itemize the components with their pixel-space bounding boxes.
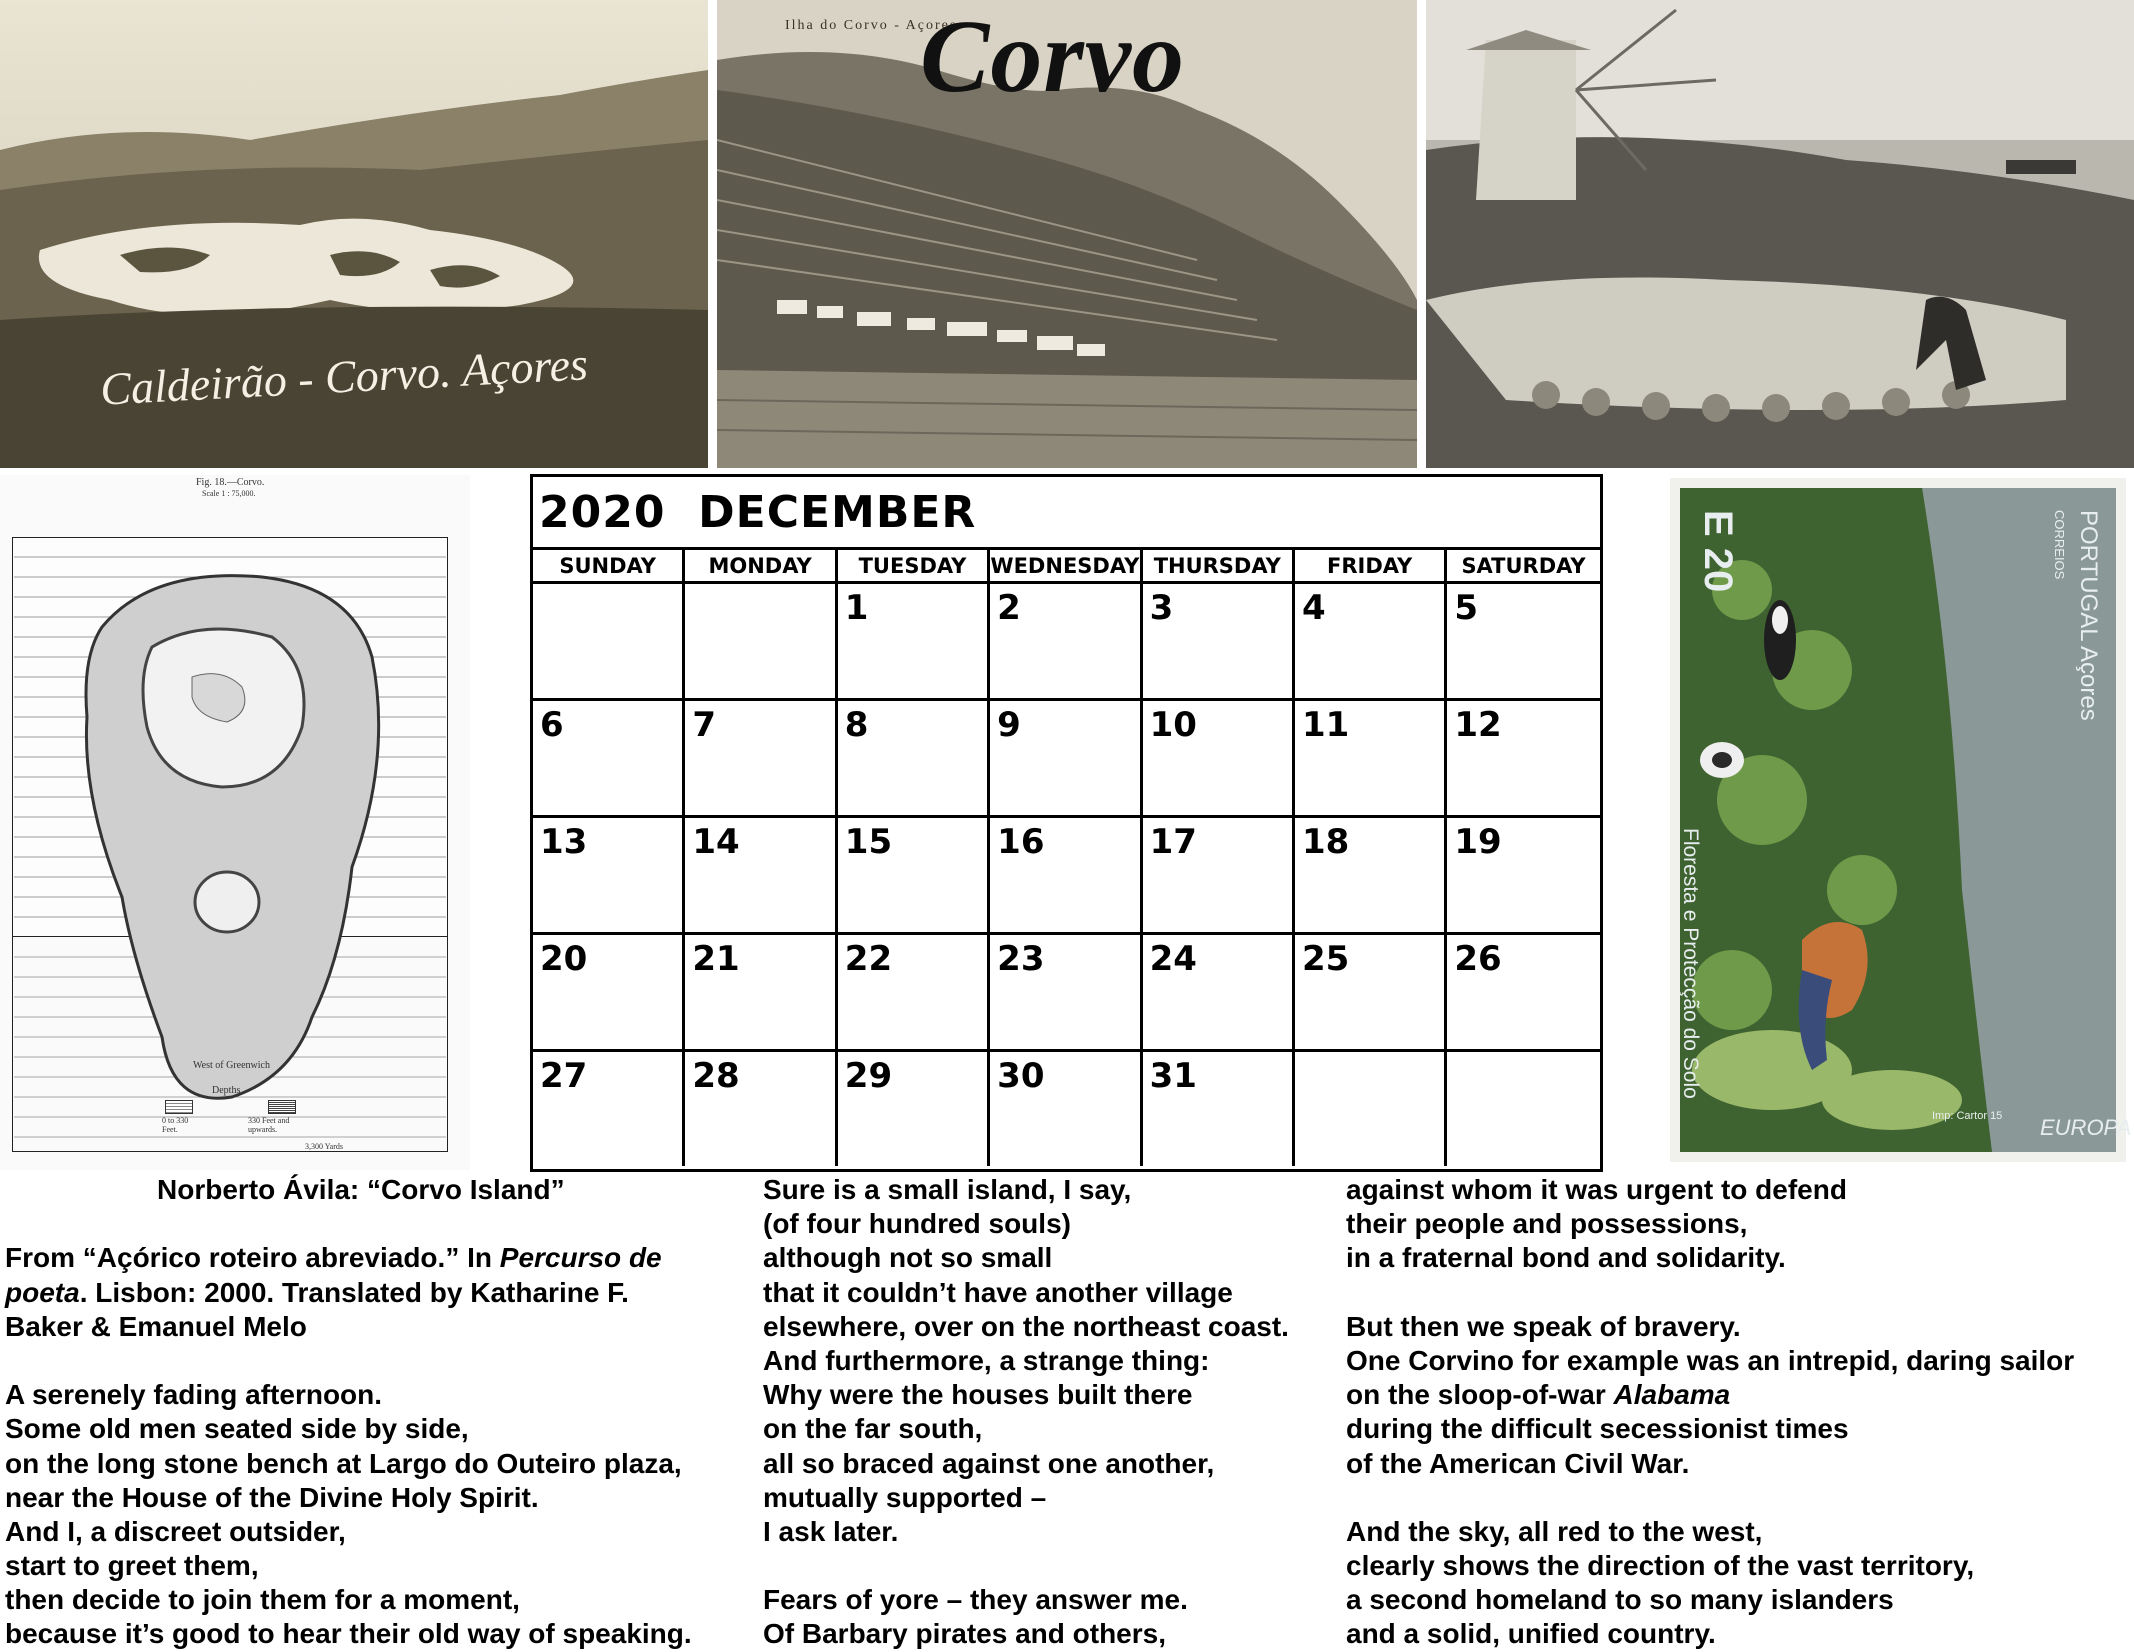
map-figure-label: Fig. 18.—Corvo.: [196, 477, 265, 488]
poem-line: in a fraternal bond and solidarity.: [1346, 1242, 1786, 1274]
poem-line: I ask later.: [763, 1515, 899, 1547]
poem-line: And furthermore, a strange thing:: [763, 1344, 1210, 1376]
poem-line: all so braced against one another,: [763, 1447, 1215, 1479]
weekday-header: TUESDAY: [838, 547, 990, 581]
poem-line: against whom it was urgent to defend: [1346, 1174, 1847, 1205]
day-cell: 18: [1295, 815, 1447, 932]
day-cell: 5: [1447, 581, 1599, 698]
day-cell: 30: [990, 1049, 1142, 1166]
weekday-header: THURSDAY: [1143, 547, 1295, 581]
poem-line: that it couldn’t have another village: [763, 1276, 1233, 1308]
source-line: From “Açórico roteiro abreviado.” In Percurso de: [5, 1242, 662, 1274]
poem-line: Some old men seated side by side,: [5, 1413, 469, 1445]
day-cell: 4: [1295, 581, 1447, 698]
day-cell: 22: [838, 932, 990, 1049]
day-cell: [1295, 1049, 1447, 1166]
poem-title: Norberto Ávila: “Corvo Island”: [157, 1174, 565, 1205]
poem-line: And the sky, all red to the west,: [1346, 1515, 1763, 1547]
poem-line: a second homeland to so many islanders: [1346, 1584, 1894, 1616]
poem-column-2: [763, 1173, 1289, 1652]
source-line: poeta. Lisbon: 2000. Translated by Katharine F.: [5, 1276, 629, 1308]
poem-line: And I, a discreet outsider,: [5, 1515, 346, 1547]
stamp-country: PORTUGAL Açores: [2075, 510, 2102, 721]
poem-line: because it’s good to hear their old way of speaking.: [5, 1618, 692, 1650]
day-cell: 15: [838, 815, 990, 932]
legend-shallow-label: 0 to 330 Feet.: [162, 1116, 189, 1134]
weekday-header: SATURDAY: [1447, 547, 1599, 581]
poem-line: (of four hundred souls): [763, 1208, 1071, 1240]
day-cell: 3: [1143, 581, 1295, 698]
legend-deep-label: 330 Feet and upwards.: [248, 1116, 290, 1134]
day-cell: 19: [1447, 815, 1599, 932]
day-cell: 24: [1143, 932, 1295, 1049]
day-cell: 14: [685, 815, 837, 932]
poem-line: Fears of yore – they answer me.: [763, 1584, 1188, 1616]
day-cell: 20: [533, 932, 685, 1049]
stamp-subject: Floresta e Protecção do Solo: [1679, 828, 1702, 1099]
day-cell: 31: [1143, 1049, 1295, 1166]
day-cell: 16: [990, 815, 1142, 932]
day-cell: 29: [838, 1049, 990, 1166]
map-longitude-label: West of Greenwich: [193, 1060, 270, 1071]
day-cell: 12: [1447, 698, 1599, 815]
map-scale-bar: 3,300 Yards: [305, 1142, 344, 1151]
weekday-header: WEDNESDAY: [990, 547, 1142, 581]
calendar-title: 2020 DECEMBER: [539, 487, 977, 538]
day-cell: 17: [1143, 815, 1295, 932]
photo-caption: Caldeirão - Corvo. Açores: [98, 338, 590, 415]
stamp-artist: Imp: Cartor 15: [1932, 1110, 2003, 1122]
poem-line: of the American Civil War.: [1346, 1447, 1690, 1479]
poem-line: and a solid, unified country.: [1346, 1618, 1716, 1650]
weekday-header: FRIDAY: [1295, 547, 1447, 581]
poem-line: on the sloop-of-war Alabama: [1346, 1379, 1731, 1411]
december-calendar: [530, 474, 1603, 1172]
stamp-value: E 20: [1696, 510, 1740, 593]
poem-column-3: [1346, 1173, 2074, 1652]
page-title: Corvo: [920, 0, 1185, 114]
day-cell: 13: [533, 815, 685, 932]
day-cell: 9: [990, 698, 1142, 815]
poem-line: Of Barbary pirates and others,: [763, 1618, 1167, 1650]
day-cell: [685, 581, 837, 698]
day-cell: 7: [685, 698, 837, 815]
poem-line: start to greet them,: [5, 1550, 259, 1582]
map-scale: Scale 1 : 75,000.: [202, 489, 256, 498]
source-line: Baker & Emanuel Melo: [5, 1310, 307, 1342]
day-cell: [1447, 1049, 1599, 1166]
day-cell: 2: [990, 581, 1142, 698]
poem-line: during the difficult secessionist times: [1346, 1413, 1849, 1445]
windmill-threshing-photo: [1426, 0, 2134, 468]
poem-line: A serenely fading afternoon.: [5, 1379, 383, 1411]
day-cell: 6: [533, 698, 685, 815]
poem-line: near the House of the Divine Holy Spirit.: [5, 1481, 539, 1513]
weekday-header: MONDAY: [685, 547, 837, 581]
poem-line: clearly shows the direction of the vast territory,: [1346, 1550, 1975, 1582]
poem-line: elsewhere, over on the northeast coast.: [763, 1310, 1289, 1342]
day-cell: 23: [990, 932, 1142, 1049]
day-cell: 25: [1295, 932, 1447, 1049]
calendar-grid: [533, 547, 1600, 1166]
day-cell: [533, 581, 685, 698]
day-cell: 11: [1295, 698, 1447, 815]
poem-line: But then we speak of bravery.: [1346, 1310, 1741, 1342]
stamp-correios: CORREIOS: [2052, 510, 2067, 580]
legend-deep-swatch: [268, 1100, 296, 1114]
poem-line: mutually supported –: [763, 1481, 1047, 1513]
day-cell: 28: [685, 1049, 837, 1166]
poem-line: Sure is a small island, I say,: [763, 1174, 1132, 1205]
photo-header: Ilha do Corvo - Açores: [785, 18, 958, 33]
europa-logo: EUROPA: [2040, 1115, 2132, 1140]
poem-line: although not so small: [763, 1242, 1053, 1274]
day-cell: 10: [1143, 698, 1295, 815]
poem-line: on the long stone bench at Largo do Outeiro plaza,: [5, 1447, 682, 1479]
poem-line: on the far south,: [763, 1413, 983, 1445]
poem-column-1: [5, 1173, 692, 1652]
day-cell: 8: [838, 698, 990, 815]
map-depths-label: Depths: [212, 1085, 241, 1096]
day-cell: 26: [1447, 932, 1599, 1049]
poem-line: Why were the houses built there: [763, 1379, 1193, 1411]
poem-line: One Corvino for example was an intrepid, daring sailor: [1346, 1344, 2075, 1376]
portugal-stamp: [1662, 470, 2134, 1170]
legend-shallow-swatch: [165, 1100, 193, 1114]
poem-line: then decide to join them for a moment,: [5, 1584, 520, 1616]
weekday-header: SUNDAY: [533, 547, 685, 581]
poem-line: their people and possessions,: [1346, 1208, 1748, 1240]
day-cell: 1: [838, 581, 990, 698]
corvo-relief-map: [0, 475, 470, 1170]
day-cell: 27: [533, 1049, 685, 1166]
day-cell: 21: [685, 932, 837, 1049]
